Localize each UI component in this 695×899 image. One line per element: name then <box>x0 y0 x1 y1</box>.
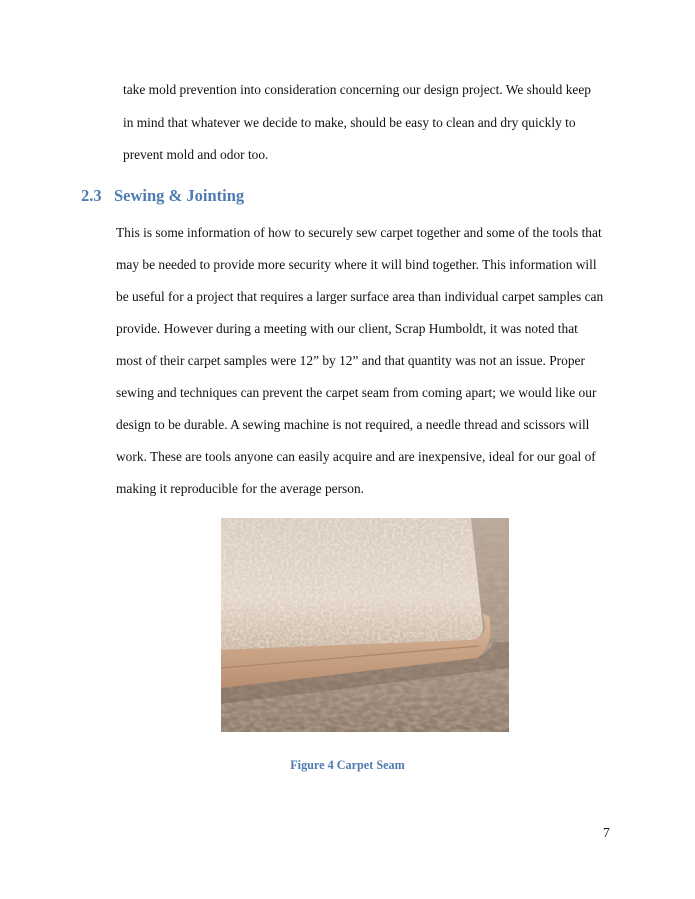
body-line: This is some information of how to securely sew carpet together and some of the tools that <box>116 225 602 240</box>
body-line: be useful for a project that requires a larger surface area than individual carpet samples can <box>116 289 604 304</box>
figure-caption: Figure 4 Carpet Seam <box>290 758 405 772</box>
intro-line: in mind that whatever we decide to make, should be easy to clean and dry quickly to <box>123 115 576 130</box>
intro-line: prevent mold and odor too. <box>123 147 269 162</box>
body-line: design to be durable. A sewing machine is not required, a needle thread and scissors will <box>116 417 590 432</box>
body-line: making it reproducible for the average person. <box>116 481 365 496</box>
body-line: may be needed to provide more security where it will bind together. This information will <box>116 257 597 272</box>
section-heading <box>81 186 244 206</box>
body-line: provide. However during a meeting with our client, Scrap Humboldt, it was noted that <box>116 321 578 336</box>
body-line: most of their carpet samples were 12” by 12” and that quantity was not an issue. Proper <box>116 353 585 368</box>
intro-line: take mold prevention into consideration concerning our design project. We should keep <box>123 82 591 97</box>
page-number: 7 <box>603 825 610 840</box>
section-title: Sewing & Jointing <box>114 186 245 205</box>
body-line: work. These are tools anyone can easily acquire and are inexpensive, ideal for our goal of <box>116 449 596 464</box>
body-line: sewing and techniques can prevent the carpet seam from coming apart; we would like our <box>116 385 597 400</box>
carpet-seam-photo <box>221 518 509 732</box>
section-number: 2.3 <box>81 186 102 205</box>
